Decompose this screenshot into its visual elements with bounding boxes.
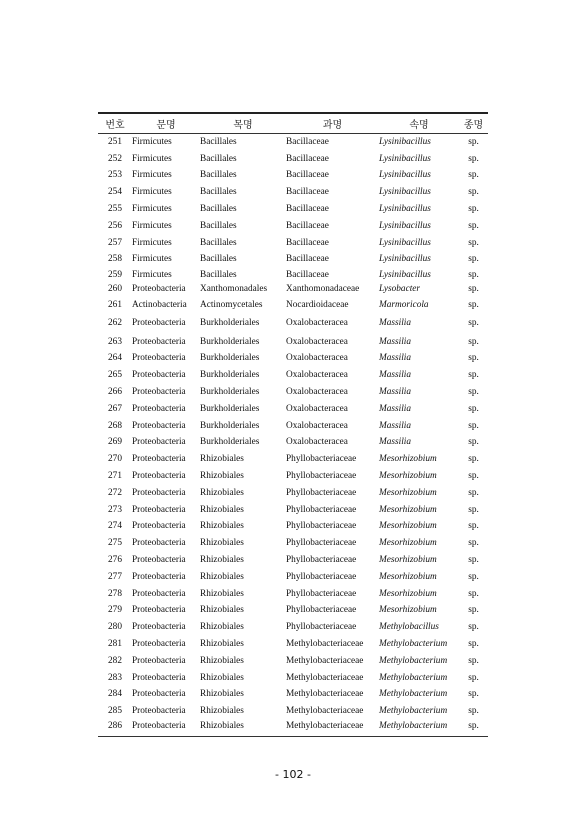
table-row: [98, 586, 488, 603]
cell-number: 275: [108, 538, 122, 549]
cell-phylum: Proteobacteria: [132, 554, 186, 565]
cell-family: Oxalobacteracea: [286, 336, 348, 347]
cell-family: Phyllobacteriaceae: [286, 554, 357, 565]
cell-family: Bacillaceae: [286, 187, 329, 198]
table-row: [98, 603, 488, 620]
cell-family: Bacillaceae: [286, 270, 329, 281]
table-row: [98, 184, 488, 201]
table-row: [98, 451, 488, 468]
cell-species: sp.: [468, 471, 479, 481]
table-row: [98, 334, 488, 351]
cell-phylum: Firmicutes: [132, 237, 172, 248]
cell-genus: Massilia: [379, 370, 412, 381]
cell-family: Oxalobacteracea: [286, 370, 348, 381]
header-genus: 속명: [409, 120, 429, 131]
cell-genus: Mesorhizobium: [379, 504, 437, 515]
table-row: [98, 201, 488, 218]
cell-order: Burkholderiales: [200, 420, 260, 431]
cell-family: Bacillaceae: [286, 170, 329, 181]
cell-family: Phyllobacteriaceae: [286, 588, 357, 599]
cell-species: sp.: [468, 270, 479, 281]
cell-number: 264: [108, 353, 122, 364]
cell-species: sp.: [468, 554, 479, 565]
cell-species: sp.: [468, 170, 479, 181]
cell-species: sp.: [468, 220, 479, 231]
cell-family: Methylobacteriaceae: [286, 655, 364, 666]
cell-order: Rhizobiales: [200, 471, 244, 481]
cell-order: Rhizobiales: [200, 571, 244, 582]
cell-number: 279: [108, 605, 122, 616]
cell-order: Bacillales: [200, 220, 237, 231]
cell-phylum: Proteobacteria: [132, 588, 186, 599]
cell-family: Bacillaceae: [286, 136, 329, 147]
cell-family: Xanthomonadaceae: [286, 284, 360, 295]
cell-number: 273: [108, 504, 122, 515]
table-row: [98, 468, 488, 485]
header-number: 번호: [105, 120, 125, 131]
cell-family: Methylobacteriaceae: [286, 689, 364, 700]
table-row: [98, 703, 488, 720]
cell-order: Burkholderiales: [200, 387, 260, 398]
cell-family: Oxalobacteracea: [286, 353, 348, 364]
taxonomy-table: [98, 112, 488, 737]
cell-family: Phyllobacteriaceae: [286, 521, 357, 532]
cell-number: 256: [108, 220, 122, 231]
header-phylum: 문명: [156, 120, 176, 131]
cell-order: Rhizobiales: [200, 454, 244, 465]
cell-phylum: Proteobacteria: [132, 403, 186, 414]
cell-family: Phyllobacteriaceae: [286, 571, 357, 582]
table-row: [98, 351, 488, 368]
cell-genus: Mesorhizobium: [379, 571, 437, 582]
cell-phylum: Proteobacteria: [132, 638, 186, 649]
cell-order: Rhizobiales: [200, 655, 244, 666]
cell-number: 271: [108, 471, 122, 481]
cell-family: Phyllobacteriaceae: [286, 622, 357, 633]
cell-phylum: Proteobacteria: [132, 437, 186, 448]
cell-number: 253: [108, 170, 122, 181]
cell-species: sp.: [468, 370, 479, 381]
table-row: [98, 401, 488, 418]
cell-order: Rhizobiales: [200, 622, 244, 633]
cell-order: Bacillales: [200, 237, 237, 248]
cell-genus: Massilia: [379, 318, 412, 329]
cell-family: Methylobacteriaceae: [286, 706, 364, 717]
table-row: [98, 720, 488, 733]
cell-genus: Mesorhizobium: [379, 521, 437, 532]
cell-number: 255: [108, 203, 122, 214]
cell-species: sp.: [468, 538, 479, 549]
cell-species: sp.: [468, 689, 479, 700]
cell-genus: Methylobacterium: [379, 655, 448, 666]
table-row: [98, 367, 488, 384]
cell-order: Burkholderiales: [200, 353, 260, 364]
cell-order: Rhizobiales: [200, 504, 244, 515]
table-row: [98, 435, 488, 452]
cell-genus: Mesorhizobium: [379, 487, 437, 498]
cell-order: Bacillales: [200, 153, 237, 164]
cell-species: sp.: [468, 403, 479, 414]
cell-number: 276: [108, 554, 122, 565]
cell-family: Bacillaceae: [286, 203, 329, 214]
cell-species: sp.: [468, 237, 479, 248]
cell-species: sp.: [468, 203, 479, 214]
cell-genus: Lysobacter: [379, 284, 421, 295]
table-row: [98, 418, 488, 435]
cell-phylum: Proteobacteria: [132, 720, 186, 731]
cell-order: Bacillales: [200, 203, 237, 214]
cell-phylum: Firmicutes: [132, 254, 172, 265]
cell-species: sp.: [468, 153, 479, 164]
cell-species: sp.: [468, 336, 479, 347]
cell-species: sp.: [468, 136, 479, 147]
table-row: [98, 569, 488, 586]
cell-phylum: Proteobacteria: [132, 689, 186, 700]
table-row: [98, 519, 488, 536]
table-row: [98, 168, 488, 185]
cell-number: 277: [108, 571, 122, 582]
cell-genus: Methylobacterium: [379, 638, 448, 649]
cell-phylum: Proteobacteria: [132, 420, 186, 431]
cell-species: sp.: [468, 318, 479, 329]
cell-phylum: Proteobacteria: [132, 538, 186, 549]
table-row: [98, 535, 488, 552]
cell-number: 284: [108, 689, 122, 700]
cell-number: 261: [108, 299, 122, 310]
cell-genus: Massilia: [379, 387, 412, 398]
cell-family: Bacillaceae: [286, 153, 329, 164]
cell-phylum: Proteobacteria: [132, 504, 186, 515]
table-row: [98, 218, 488, 235]
cell-genus: Lysinibacillus: [379, 220, 431, 231]
cell-species: sp.: [468, 353, 479, 364]
table-row: [98, 670, 488, 687]
cell-genus: Lysinibacillus: [379, 153, 431, 164]
cell-order: Rhizobiales: [200, 672, 244, 683]
cell-number: 252: [108, 153, 122, 164]
cell-number: 265: [108, 370, 122, 381]
cell-number: 282: [108, 655, 122, 666]
cell-phylum: Firmicutes: [132, 220, 172, 231]
cell-order: Rhizobiales: [200, 521, 244, 532]
cell-phylum: Proteobacteria: [132, 318, 186, 329]
cell-genus: Methylobacterium: [379, 706, 448, 717]
cell-order: Rhizobiales: [200, 538, 244, 549]
cell-number: 257: [108, 237, 122, 248]
cell-genus: Lysinibacillus: [379, 270, 431, 281]
cell-phylum: Proteobacteria: [132, 284, 186, 295]
cell-phylum: Firmicutes: [132, 170, 172, 181]
cell-number: 263: [108, 336, 122, 347]
cell-order: Rhizobiales: [200, 638, 244, 649]
cell-genus: Massilia: [379, 403, 412, 414]
cell-genus: Mesorhizobium: [379, 554, 437, 565]
table-row: [98, 636, 488, 653]
cell-family: Methylobacteriaceae: [286, 638, 364, 649]
cell-species: sp.: [468, 254, 479, 265]
cell-species: sp.: [468, 299, 479, 310]
cell-number: 272: [108, 487, 122, 498]
cell-order: Actinomycetales: [200, 299, 263, 310]
cell-number: 274: [108, 521, 122, 532]
table-row: [98, 151, 488, 168]
cell-genus: Methylobacillus: [379, 622, 439, 633]
cell-order: Burkholderiales: [200, 403, 260, 414]
cell-genus: Mesorhizobium: [379, 454, 437, 465]
cell-species: sp.: [468, 622, 479, 633]
cell-genus: Lysinibacillus: [379, 170, 431, 181]
cell-phylum: Firmicutes: [132, 136, 172, 147]
cell-phylum: Proteobacteria: [132, 370, 186, 381]
table-row: [98, 653, 488, 670]
cell-phylum: Firmicutes: [132, 187, 172, 198]
cell-order: Rhizobiales: [200, 689, 244, 700]
cell-order: Burkholderiales: [200, 336, 260, 347]
cell-family: Bacillaceae: [286, 254, 329, 265]
cell-genus: Massilia: [379, 353, 412, 364]
table-row: [98, 485, 488, 502]
cell-phylum: Proteobacteria: [132, 706, 186, 717]
cell-genus: Massilia: [379, 420, 412, 431]
cell-phylum: Firmicutes: [132, 270, 172, 281]
cell-order: Rhizobiales: [200, 605, 244, 616]
cell-phylum: Firmicutes: [132, 153, 172, 164]
table-row: [98, 314, 488, 334]
cell-phylum: Proteobacteria: [132, 471, 186, 481]
cell-family: Phyllobacteriaceae: [286, 454, 357, 465]
cell-number: 269: [108, 437, 122, 448]
cell-genus: Mesorhizobium: [379, 471, 437, 481]
cell-number: 266: [108, 387, 122, 398]
table-row: [98, 252, 488, 269]
cell-number: 254: [108, 187, 122, 198]
cell-number: 258: [108, 254, 122, 265]
cell-genus: Marmoricola: [379, 299, 429, 310]
cell-order: Rhizobiales: [200, 706, 244, 717]
table-row: [98, 134, 488, 151]
cell-order: Burkholderiales: [200, 437, 260, 448]
cell-number: 278: [108, 588, 122, 599]
cell-family: Phyllobacteriaceae: [286, 538, 357, 549]
table-row: [98, 619, 488, 636]
cell-family: Phyllobacteriaceae: [286, 487, 357, 498]
cell-phylum: Proteobacteria: [132, 672, 186, 683]
cell-phylum: Proteobacteria: [132, 353, 186, 364]
cell-number: 267: [108, 403, 122, 414]
cell-family: Oxalobacteracea: [286, 437, 348, 448]
cell-genus: Lysinibacillus: [379, 237, 431, 248]
cell-phylum: Proteobacteria: [132, 336, 186, 347]
cell-number: 259: [108, 270, 122, 281]
cell-order: Burkholderiales: [200, 370, 260, 381]
table-row: [98, 384, 488, 401]
cell-species: sp.: [468, 638, 479, 649]
cell-phylum: Proteobacteria: [132, 387, 186, 398]
cell-genus: Lysinibacillus: [379, 254, 431, 265]
cell-number: 260: [108, 284, 122, 295]
cell-number: 262: [108, 318, 122, 329]
cell-species: sp.: [468, 420, 479, 431]
cell-phylum: Proteobacteria: [132, 605, 186, 616]
cell-family: Phyllobacteriaceae: [286, 504, 357, 515]
cell-family: Phyllobacteriaceae: [286, 605, 357, 616]
cell-number: 283: [108, 672, 122, 683]
header-species: 종명: [463, 120, 484, 131]
cell-order: Bacillales: [200, 170, 237, 181]
cell-genus: Mesorhizobium: [379, 588, 437, 599]
cell-genus: Mesorhizobium: [379, 538, 437, 549]
cell-family: Nocardioidaceae: [286, 299, 349, 310]
cell-family: Oxalobacteracea: [286, 403, 348, 414]
cell-family: Methylobacteriaceae: [286, 672, 364, 683]
header-order: 목명: [233, 120, 253, 131]
cell-genus: Lysinibacillus: [379, 136, 431, 147]
cell-phylum: Proteobacteria: [132, 487, 186, 498]
cell-phylum: Proteobacteria: [132, 622, 186, 633]
cell-genus: Massilia: [379, 437, 412, 448]
table-row: [98, 502, 488, 519]
table-body: [98, 134, 488, 733]
cell-species: sp.: [468, 588, 479, 599]
header-family: 과명: [322, 120, 343, 131]
cell-order: Rhizobiales: [200, 554, 244, 565]
cell-number: 268: [108, 420, 122, 431]
cell-family: Oxalobacteracea: [286, 387, 348, 398]
cell-order: Bacillales: [200, 254, 237, 265]
cell-phylum: Proteobacteria: [132, 454, 186, 465]
cell-number: 251: [108, 136, 122, 147]
cell-species: sp.: [468, 571, 479, 582]
cell-number: 281: [108, 638, 122, 649]
table-row: [98, 552, 488, 569]
cell-genus: Methylobacterium: [379, 672, 448, 683]
cell-order: Bacillales: [200, 187, 237, 198]
cell-genus: Massilia: [379, 336, 412, 347]
cell-family: Bacillaceae: [286, 220, 329, 231]
cell-family: Oxalobacteracea: [286, 420, 348, 431]
cell-species: sp.: [468, 605, 479, 616]
cell-species: sp.: [468, 706, 479, 717]
table-header-row: [98, 114, 488, 134]
cell-species: sp.: [468, 284, 479, 295]
cell-genus: Methylobacterium: [379, 689, 448, 700]
cell-order: Rhizobiales: [200, 588, 244, 599]
cell-family: Methylobacteriaceae: [286, 720, 364, 731]
table-bottom-rule: [98, 736, 488, 737]
cell-genus: Methylobacterium: [379, 720, 448, 731]
cell-species: sp.: [468, 655, 479, 666]
cell-species: sp.: [468, 454, 479, 465]
table-row: [98, 687, 488, 704]
cell-order: Rhizobiales: [200, 720, 244, 731]
cell-number: 280: [108, 622, 122, 633]
cell-order: Rhizobiales: [200, 487, 244, 498]
cell-order: Bacillales: [200, 270, 237, 281]
page-number: - 102 -: [275, 768, 311, 781]
cell-species: sp.: [468, 720, 479, 731]
cell-species: sp.: [468, 672, 479, 683]
cell-genus: Lysinibacillus: [379, 187, 431, 198]
cell-order: Bacillales: [200, 136, 237, 147]
cell-family: Bacillaceae: [286, 237, 329, 248]
cell-phylum: Proteobacteria: [132, 571, 186, 582]
cell-order: Burkholderiales: [200, 318, 260, 329]
cell-species: sp.: [468, 437, 479, 448]
cell-species: sp.: [468, 504, 479, 515]
cell-number: 270: [108, 454, 122, 465]
cell-phylum: Proteobacteria: [132, 521, 186, 532]
table-row: [98, 297, 488, 315]
table-row: [98, 235, 488, 252]
cell-species: sp.: [468, 187, 479, 198]
cell-phylum: Firmicutes: [132, 203, 172, 214]
cell-species: sp.: [468, 487, 479, 498]
cell-number: 285: [108, 706, 122, 717]
cell-genus: Lysinibacillus: [379, 203, 431, 214]
cell-genus: Mesorhizobium: [379, 605, 437, 616]
table-row: [98, 268, 488, 283]
cell-phylum: Proteobacteria: [132, 655, 186, 666]
cell-number: 286: [108, 720, 122, 731]
cell-phylum: Actinobacteria: [132, 299, 187, 310]
table-row: [98, 283, 488, 297]
cell-order: Xanthomonadales: [200, 284, 268, 295]
cell-species: sp.: [468, 521, 479, 532]
cell-family: Oxalobacteracea: [286, 318, 348, 329]
cell-family: Phyllobacteriaceae: [286, 471, 357, 481]
cell-species: sp.: [468, 387, 479, 398]
